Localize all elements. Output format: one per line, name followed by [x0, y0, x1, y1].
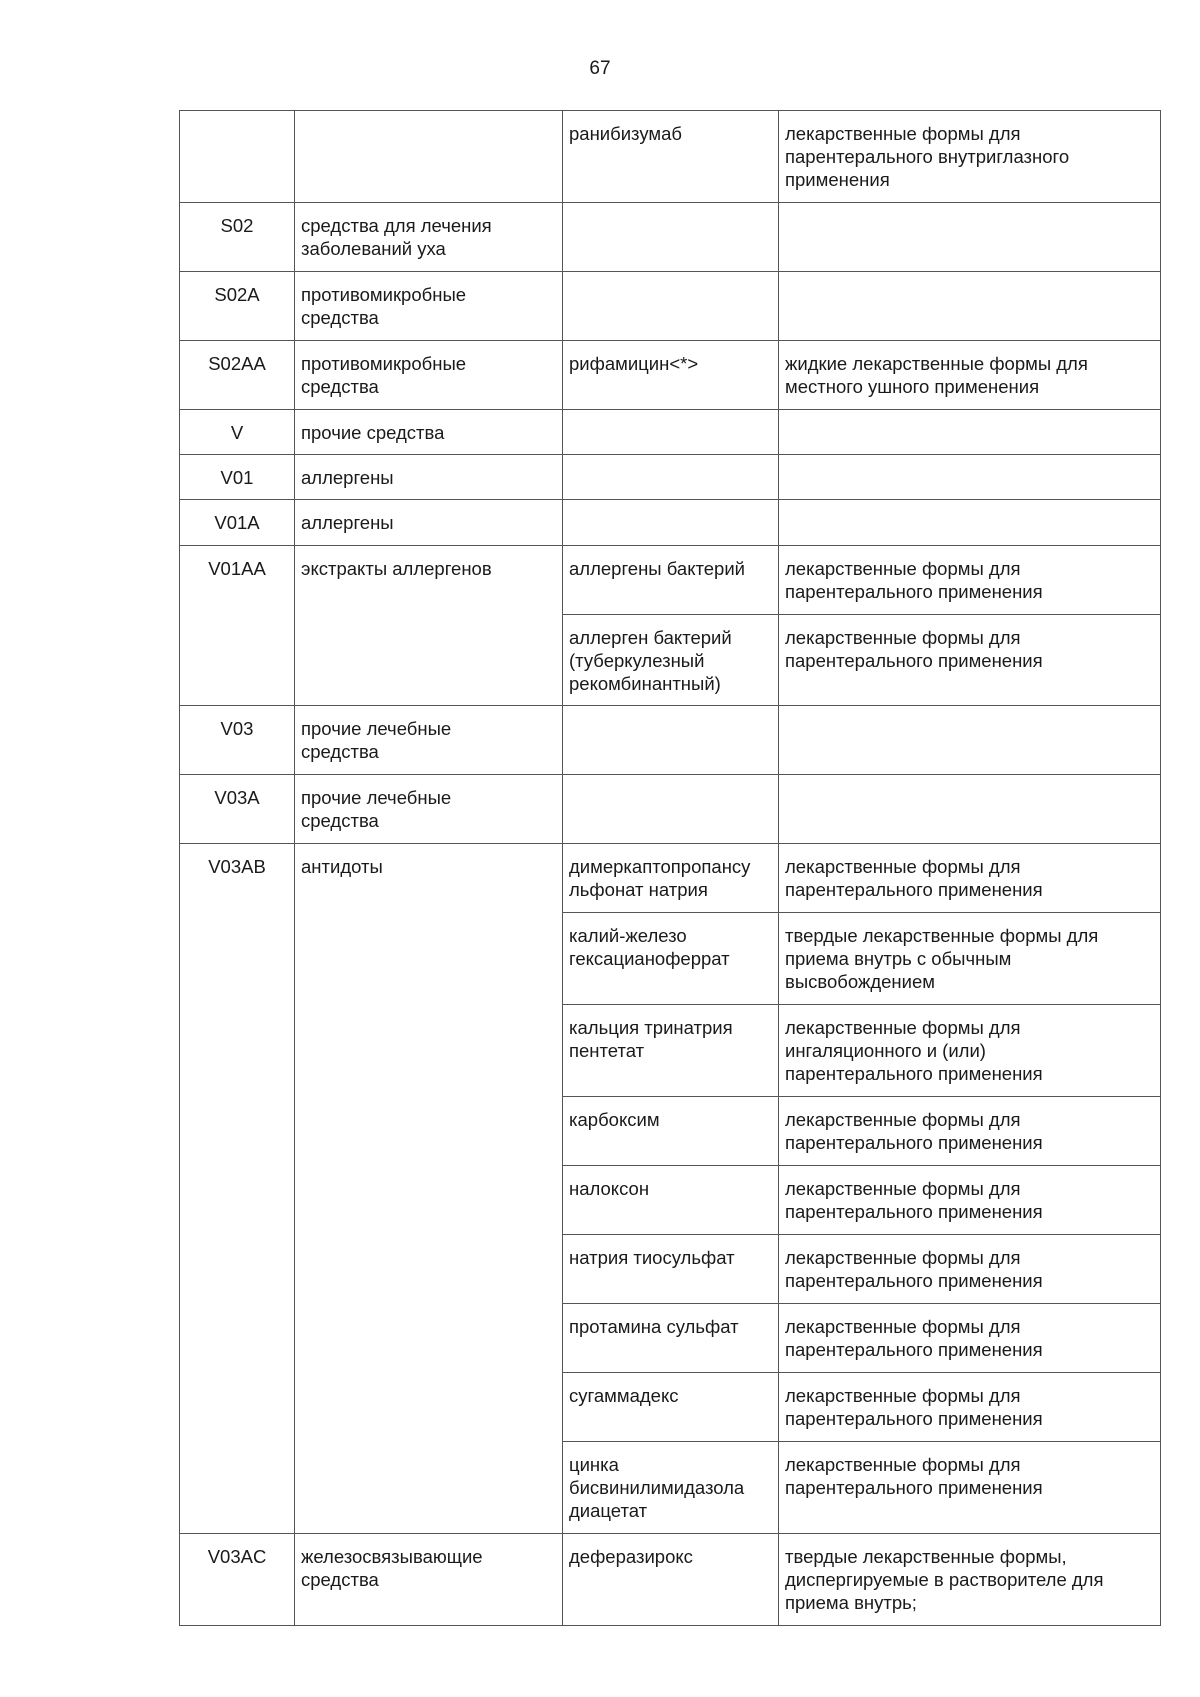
drug-name-cell: цинка бисвинилимидазола диацетат: [563, 1442, 779, 1534]
drug-name-cell: [563, 272, 779, 341]
group-name-cell: противомикробные средства: [295, 272, 563, 341]
atc-code-cell: V03: [180, 706, 295, 775]
table-row: [180, 272, 1161, 341]
table-row: [180, 706, 1161, 775]
dosage-form-cell: лекарственные формы для парентерального внутриглазного применения: [779, 111, 1161, 203]
dosage-form-cell: лекарственные формы для парентерального применения: [779, 1166, 1161, 1235]
atc-code-cell: V01: [180, 455, 295, 500]
atc-code-cell: [180, 111, 295, 203]
atc-code-cell: S02AA: [180, 341, 295, 410]
dosage-form-cell: [779, 410, 1161, 455]
table-row: [180, 500, 1161, 546]
dosage-form-cell: твердые лекарственные формы, диспергируемые в растворителе для приема внутрь;: [779, 1534, 1161, 1626]
atc-code-cell: S02A: [180, 272, 295, 341]
dosage-form-cell: [779, 455, 1161, 500]
drug-name-cell: [563, 203, 779, 272]
drug-name-cell: протамина сульфат: [563, 1304, 779, 1373]
table-row: [180, 455, 1161, 500]
dosage-form-cell: [779, 272, 1161, 341]
drug-name-cell: [563, 500, 779, 546]
group-name-cell: прочие лечебные средства: [295, 775, 563, 844]
atc-code-cell: V03AC: [180, 1534, 295, 1626]
group-name-cell: противомикробные средства: [295, 341, 563, 410]
table-row: [180, 341, 1161, 410]
drug-name-cell: калий-железо гексацианоферрат: [563, 913, 779, 1005]
atc-code-cell: V01A: [180, 500, 295, 546]
atc-code-cell: S02: [180, 203, 295, 272]
group-name-cell: экстракты аллергенов: [295, 546, 563, 706]
drug-name-cell: [563, 706, 779, 775]
atc-code-cell: V03A: [180, 775, 295, 844]
drug-name-cell: деферазирокс: [563, 1534, 779, 1626]
table-row: [180, 844, 1161, 913]
drug-name-cell: кальция тринатрия пентетат: [563, 1005, 779, 1097]
drug-name-cell: ранибизумаб: [563, 111, 779, 203]
dosage-form-cell: [779, 203, 1161, 272]
drug-name-cell: аллерген бактерий (туберкулезный рекомбинантный): [563, 615, 779, 706]
table-row: [180, 775, 1161, 844]
table-row: [180, 203, 1161, 272]
drug-name-cell: [563, 410, 779, 455]
table-body: [180, 111, 1161, 1626]
dosage-form-cell: жидкие лекарственные формы для местного ушного применения: [779, 341, 1161, 410]
dosage-form-cell: лекарственные формы для парентерального применения: [779, 1304, 1161, 1373]
drug-name-cell: рифамицин<*>: [563, 341, 779, 410]
drug-table: [179, 110, 1161, 1626]
dosage-form-cell: лекарственные формы для парентерального применения: [779, 1442, 1161, 1534]
table-row: [180, 1534, 1161, 1626]
table-row: [180, 111, 1161, 203]
dosage-form-cell: [779, 500, 1161, 546]
dosage-form-cell: лекарственные формы для парентерального применения: [779, 844, 1161, 913]
drug-name-cell: натрия тиосульфат: [563, 1235, 779, 1304]
group-name-cell: железосвязывающие средства: [295, 1534, 563, 1626]
dosage-form-cell: лекарственные формы для парентерального применения: [779, 615, 1161, 706]
drug-name-cell: димеркаптопропансу льфонат натрия: [563, 844, 779, 913]
drug-name-cell: [563, 455, 779, 500]
page-number: 67: [589, 58, 611, 79]
group-name-cell: средства для лечения заболеваний уха: [295, 203, 563, 272]
dosage-form-cell: лекарственные формы для парентерального применения: [779, 1097, 1161, 1166]
dosage-form-cell: лекарственные формы для парентерального применения: [779, 1235, 1161, 1304]
dosage-form-cell: твердые лекарственные формы для приема внутрь с обычным высвобождением: [779, 913, 1161, 1005]
dosage-form-cell: лекарственные формы для парентерального применения: [779, 1373, 1161, 1442]
dosage-form-cell: [779, 706, 1161, 775]
drug-name-cell: карбоксим: [563, 1097, 779, 1166]
group-name-cell: антидоты: [295, 844, 563, 1534]
dosage-form-cell: лекарственные формы для ингаляционного и (или) парентерального применения: [779, 1005, 1161, 1097]
atc-code-cell: V01AA: [180, 546, 295, 706]
table-row: [180, 546, 1161, 615]
drug-name-cell: сугаммадекс: [563, 1373, 779, 1442]
table-row: [180, 410, 1161, 455]
dosage-form-cell: [779, 775, 1161, 844]
dosage-form-cell: лекарственные формы для парентерального применения: [779, 546, 1161, 615]
group-name-cell: аллергены: [295, 500, 563, 546]
drug-name-cell: налоксон: [563, 1166, 779, 1235]
group-name-cell: прочие средства: [295, 410, 563, 455]
group-name-cell: [295, 111, 563, 203]
group-name-cell: аллергены: [295, 455, 563, 500]
group-name-cell: прочие лечебные средства: [295, 706, 563, 775]
drug-name-cell: аллергены бактерий: [563, 546, 779, 615]
drug-name-cell: [563, 775, 779, 844]
atc-code-cell: V03AB: [180, 844, 295, 1534]
atc-code-cell: V: [180, 410, 295, 455]
